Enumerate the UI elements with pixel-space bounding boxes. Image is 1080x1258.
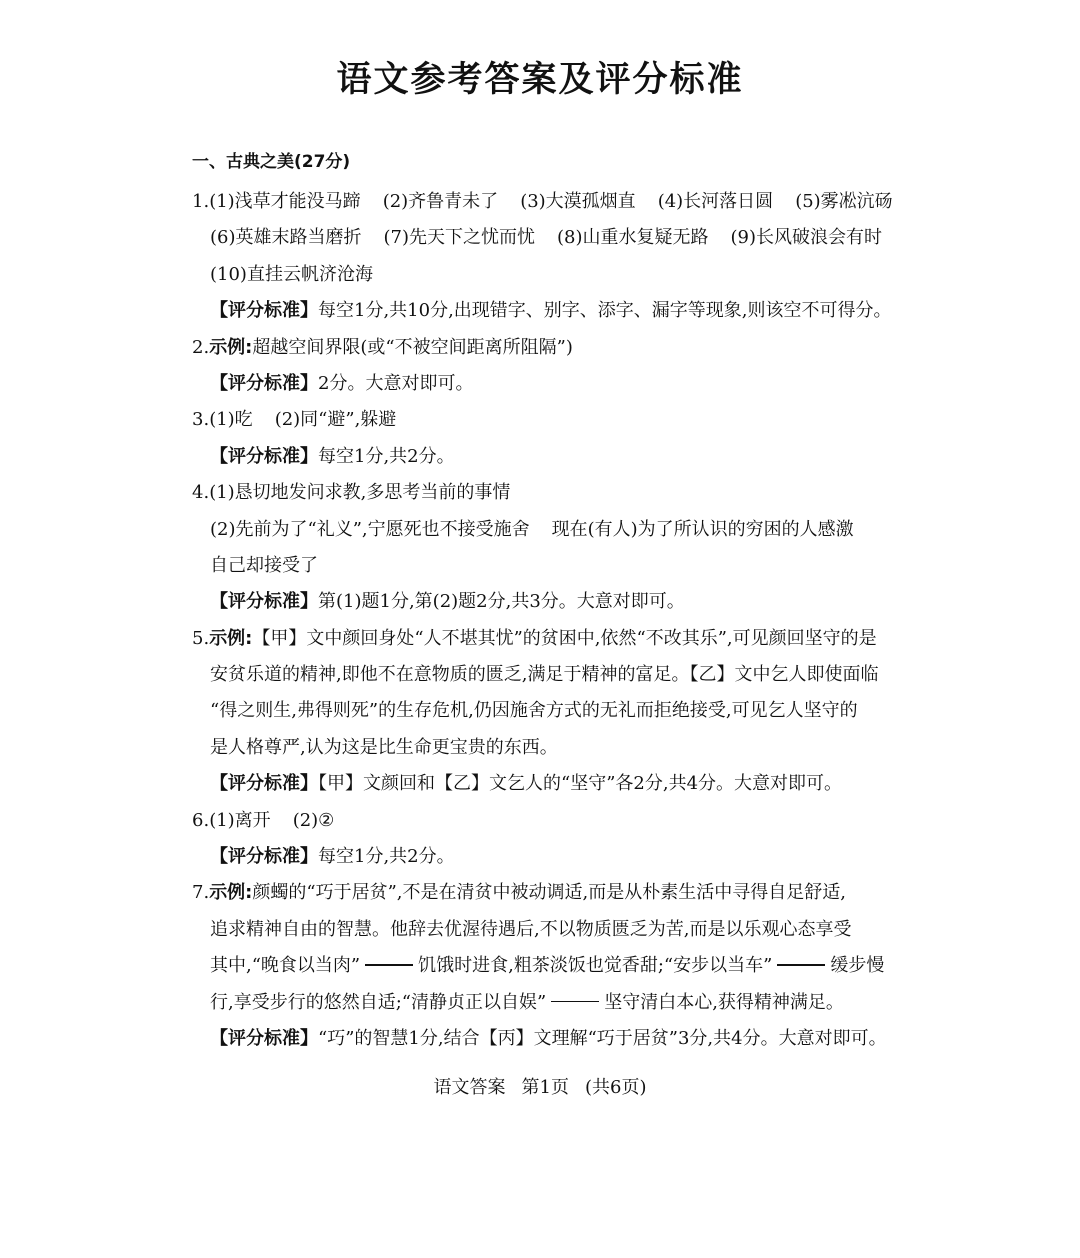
criteria-text: 第(1)题1分,第(2)题2分,共3分。大意对即可。 [318,591,685,613]
question-number: 4. [192,482,210,504]
example-label: 示例: [209,627,253,649]
q1-line-2 [192,226,932,250]
question-number: 3. [192,409,210,431]
q2-criteria [192,372,932,396]
answer-item: (9)长风破浪会有时 [730,227,882,249]
criteria-label: 【评分标准】 [210,591,318,613]
question-number: 2. [192,336,210,358]
q4-line-2 [192,518,932,542]
criteria-text: “巧”的智慧1分,结合【丙】文理解“巧于居贫”3分,共4分。大意对即可。 [318,1027,887,1049]
answer-item: (1)离开 [209,809,271,831]
answer-text: 自己却接受了 [210,554,318,576]
answer-text: 是人格尊严,认为这是比生命更宝贵的东西。 [210,736,558,758]
footer-total: (共6页) [584,1077,647,1098]
q4-line-3 [192,554,932,578]
criteria-label: 【评分标准】 [210,445,318,467]
answer-text: 现在(有人)为了所认识的穷困的人感激 [551,518,854,540]
q7-line-4 [192,991,932,1015]
answer-item: (4)长河落日圆 [657,191,774,212]
answer-text: (2)先前为了“礼义”,宁愿死也不接受施舍 [210,518,530,540]
q5-line-1 [192,627,932,651]
q1-line-3 [192,263,932,287]
answer-item: (6)英雄末路当磨折 [210,227,362,249]
q3-criteria [192,445,932,469]
answer-item: (2)同“避”,躲避 [274,409,397,431]
criteria-text: 每空1分,共10分,出现错字、别字、添字、漏字等现象,则该空不可得分。 [318,300,892,322]
criteria-text: 2分。大意对即可。 [318,372,474,394]
answer-content [192,150,932,1063]
criteria-label: 【评分标准】 [210,773,318,795]
answer-item: (5)雾凇沆砀 [795,191,893,212]
answer-text: (1)恳切地发问求教,多思考当前的事情 [209,482,511,504]
answer-text: 其中,“晚食以当肉” [210,955,361,977]
answer-item: (1)吃 [209,409,253,431]
q7-line-2 [192,918,932,942]
footer-subject: 语文答案 [433,1077,506,1098]
answer-item: (2)齐鲁青未了 [382,191,499,212]
criteria-label: 【评分标准】 [210,1027,318,1049]
criteria-label: 【评分标准】 [210,372,318,394]
criteria-label: 【评分标准】 [210,300,318,322]
criteria-text: 每空1分,共2分。 [318,846,455,868]
q7-criteria [192,1027,932,1051]
example-label: 示例: [209,336,253,358]
q6-criteria [192,845,932,869]
criteria-text: 每空1分,共2分。 [318,445,455,467]
q5-criteria [192,772,932,796]
answer-text: 饥饿时进食,粗茶淡饭也觉香甜;“安步以当车” [418,955,773,977]
question-number: 1. [192,191,210,212]
q2-line-1 [192,336,932,360]
q3-line-1 [192,408,932,432]
q5-line-4 [192,736,932,760]
page-footer [0,1076,1080,1100]
q5-line-2 [192,663,932,687]
q1-criteria [192,299,932,323]
answer-item: (8)山重水复疑无路 [557,227,709,249]
em-dash [777,964,825,966]
example-label: 示例: [209,882,253,904]
q6-line-1 [192,809,932,833]
answer-item: (3)大漠孤烟直 [520,191,636,212]
answer-text: 【甲】文中颜回身处“人不堪其忧”的贫困中,依然“不改其乐”,可见颜回坚守的是 [252,627,877,649]
q7-line-3 [192,954,932,978]
answer-item: (2)② [292,809,335,831]
answer-item: (7)先天下之忧而忧 [383,227,535,249]
answer-item: (10)直挂云帆济沧海 [210,263,373,285]
q7-line-1 [192,881,932,905]
em-dash [551,1001,599,1003]
answer-text: 超越空间界限(或“不被空间距离所阻隔”) [252,336,573,358]
page-title: 语文参考答案及评分标准 [336,60,744,100]
answer-text: 颜蠋的“巧于居贫”,不是在清贫中被动调适,而是从朴素生活中寻得自足舒适, [252,882,846,904]
answer-text: “得之则生,弗得则死”的生存危机,仍因施舍方式的无礼而拒绝接受,可见乞人坚守的 [210,700,858,722]
answer-text: 缓步慢 [830,955,885,977]
answer-text: 追求精神自由的智慧。他辞去优渥待遇后,不以物质匮乏为苦,而是以乐观心态享受 [210,918,852,940]
question-number: 6. [192,809,210,831]
question-number: 7. [192,882,210,904]
q4-criteria [192,590,932,614]
em-dash [365,964,413,966]
footer-page: 第1页 [521,1077,569,1098]
criteria-text: 【甲】文颜回和【乙】文乞人的“坚守”各2分,共4分。大意对即可。 [318,773,843,795]
q1-line-1 [192,190,932,214]
criteria-label: 【评分标准】 [210,846,318,868]
answer-text: 坚守清白本心,获得精神满足。 [604,991,844,1013]
answer-text: 安贫乐道的精神,即他不在意物质的匮乏,满足于精神的富足。【乙】文中乞人即使面临 [210,664,879,686]
answer-item: (1)浅草才能没马蹄 [209,191,361,212]
question-number: 5. [192,627,210,649]
answer-text: 行,享受步行的悠然自适;“清静贞正以自娱” [210,991,547,1013]
q5-line-3 [192,699,932,723]
q4-line-1 [192,481,932,505]
section-heading: 一、古典之美(27分) [192,152,351,172]
